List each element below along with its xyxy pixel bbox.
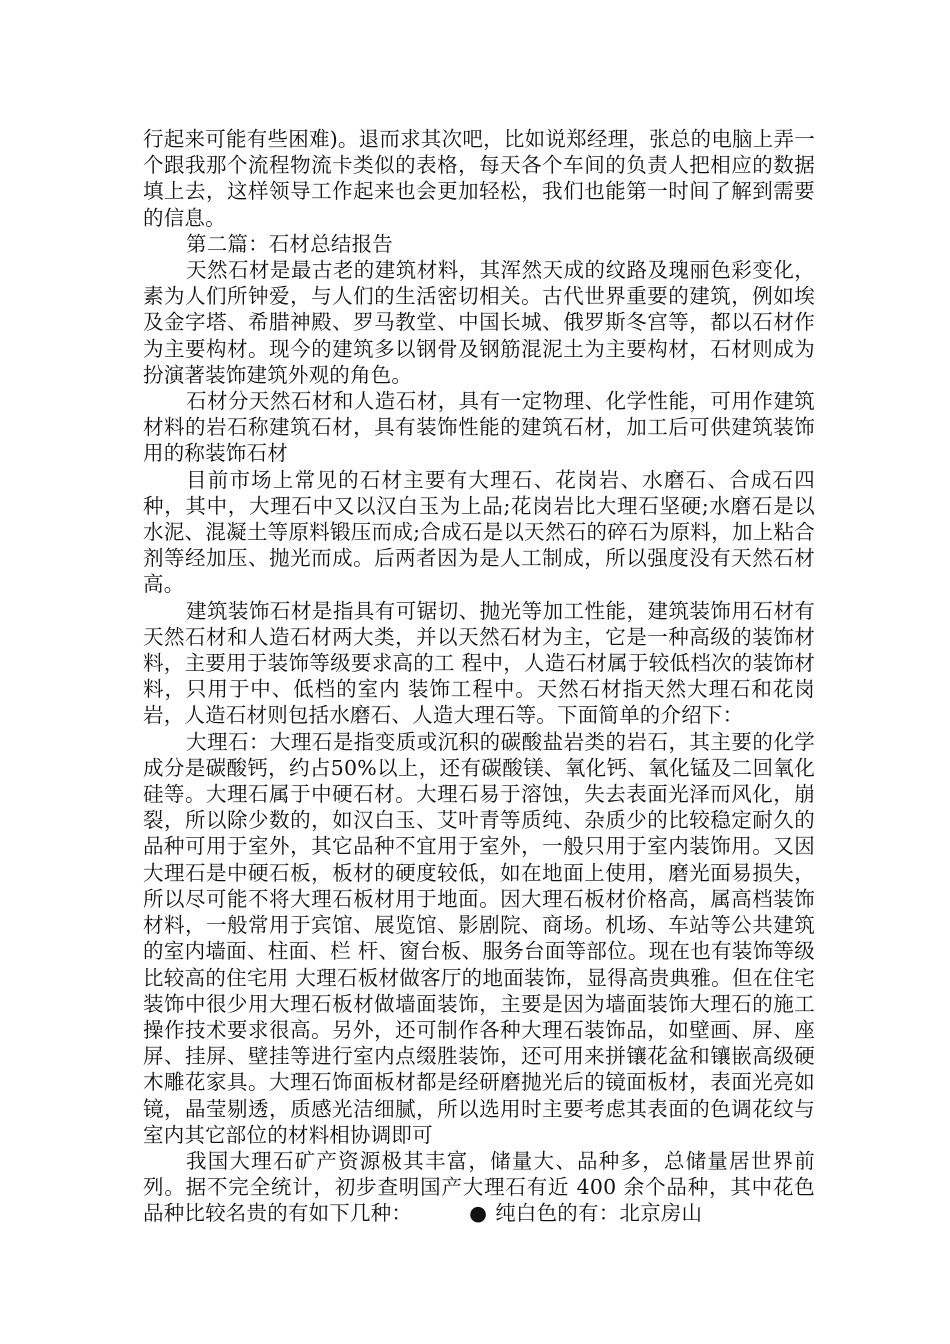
paragraph-stone-types: 石材分天然石材和人造石材，具有一定物理、化学性能，可用作建筑材料的岩石称建筑石材，具有装饰性能的建筑石材，加工后可供建筑装饰用的称装饰石材 bbox=[143, 389, 815, 466]
bullet-text: 纯白色的有：北京房山 bbox=[495, 1201, 703, 1226]
paragraph-market-stones: 目前市场上常见的石材主要有大理石、花岗岩、水磨石、合成石四种，其中，大理石中又以汉白玉为上品;花岗岩比大理石坚硬;水磨石是以水泥、混凝土等原料锻压而成;合成石是以天然石的碎石为原料，加上粘合剂等经加压、抛光而成。后两者因为是人工制成，所以强度没有天然石材高。 bbox=[143, 467, 815, 597]
paragraph-continuation: 行起来可能有些困难)。退而求其次吧，比如说郑经理，张总的电脑上弄一个跟我那个流程物流卡类似的表格，每天各个车间的负责人把相应的数据填上去，这样领导工作起来也会更加轻松，我们也能第一时间了解到需要的信息。 bbox=[143, 127, 815, 230]
paragraph-decorative-stone: 建筑装饰石材是指具有可锯切、抛光等加工性能，建筑装饰用石材有天然石材和人造石材两大类，并以天然石材为主，它是一种高级的装饰材料，主要用于装饰等级要求高的工 程中，人造石材属于较低档次的装饰材料，只用于中、低档的室内 装饰工程中。天然石材指天然大理石和花岗岩，人造石材则包括水磨石、人造大理石等。下面简单的介绍下： bbox=[143, 598, 815, 728]
paragraph-marble-resources bbox=[143, 1148, 815, 1227]
paragraph-marble-resources-text: 我国大理石矿产资源极其丰富，储量大、品种多，总储量居世界前列。据不完全统计，初步查明国产大理石有近 400 余个品种，其中花色品种比较名贵的有如下几种： bbox=[143, 1148, 815, 1226]
document-body bbox=[143, 126, 815, 1227]
paragraph-marble: 大理石：大理石是指变质或沉积的碳酸盐岩类的岩石，其主要的化学成分是碳酸钙，约占50%以上，还有碳酸镁、氧化钙、氧化锰及二回氧化硅等。大理石属于中硬石材。大理石易于溶蚀，失去表面光泽而风化，崩裂，所以除少数的，如汉白玉、艾叶青等质纯、杂质少的比较稳定耐久的品种可用于室外，其它品种不宜用于室外，一般只用于室内装饰用。又因大理石是中硬石板，板材的硬度较低，如在地面上使用，磨光面易损失，所以尽可能不将大理石板材用于地面。因大理石板材价格高，属高档装饰材料，一般常用于宾馆、展览馆、影剧院、商场。机场、车站等公共建筑的室内墙面、柱面、栏 杆、窗台板、服务台面等部位。现在也有装饰等级比较高的住宅用 大理石板材做客厅的地面装饰，显得高贵典雅。但在住宅装饰中很少用大理石板材做墙面装饰，主要是因为墙面装饰大理石的施工操作技术要求很高。另外，还可制作各种大理石装饰品，如壁画、屏、座屏、挂屏、壁挂等进行室内点缀胜装饰，还可用来拼镶花盆和镶嵌高级硬木雕花家具。大理石饰面板材都是经研磨抛光后的镜面板材，表面光亮如镜，晶莹剔透，质感光洁细腻，所以选用时主要考虑其表面的色调花纹与室内其它部位的材料相协调即可 bbox=[143, 729, 815, 1147]
section-heading: 第二篇：石材总结报告 bbox=[186, 231, 393, 256]
bullet-icon: ● bbox=[469, 1201, 488, 1226]
paragraph-natural-stone: 天然石材是最古老的建筑材料，其浑然天成的纹路及瑰丽色彩变化，素为人们所钟爱，与人们的生活密切相关。古代世界重要的建筑，例如埃及金字塔、希腊神殿、罗马教堂、中国长城、俄罗斯冬宫等，都以石材作为主要构材。现今的建筑多以钢骨及钢筋混泥土为主要构材，石材则成为扮演著装饰建筑外观的角色。 bbox=[143, 258, 815, 387]
